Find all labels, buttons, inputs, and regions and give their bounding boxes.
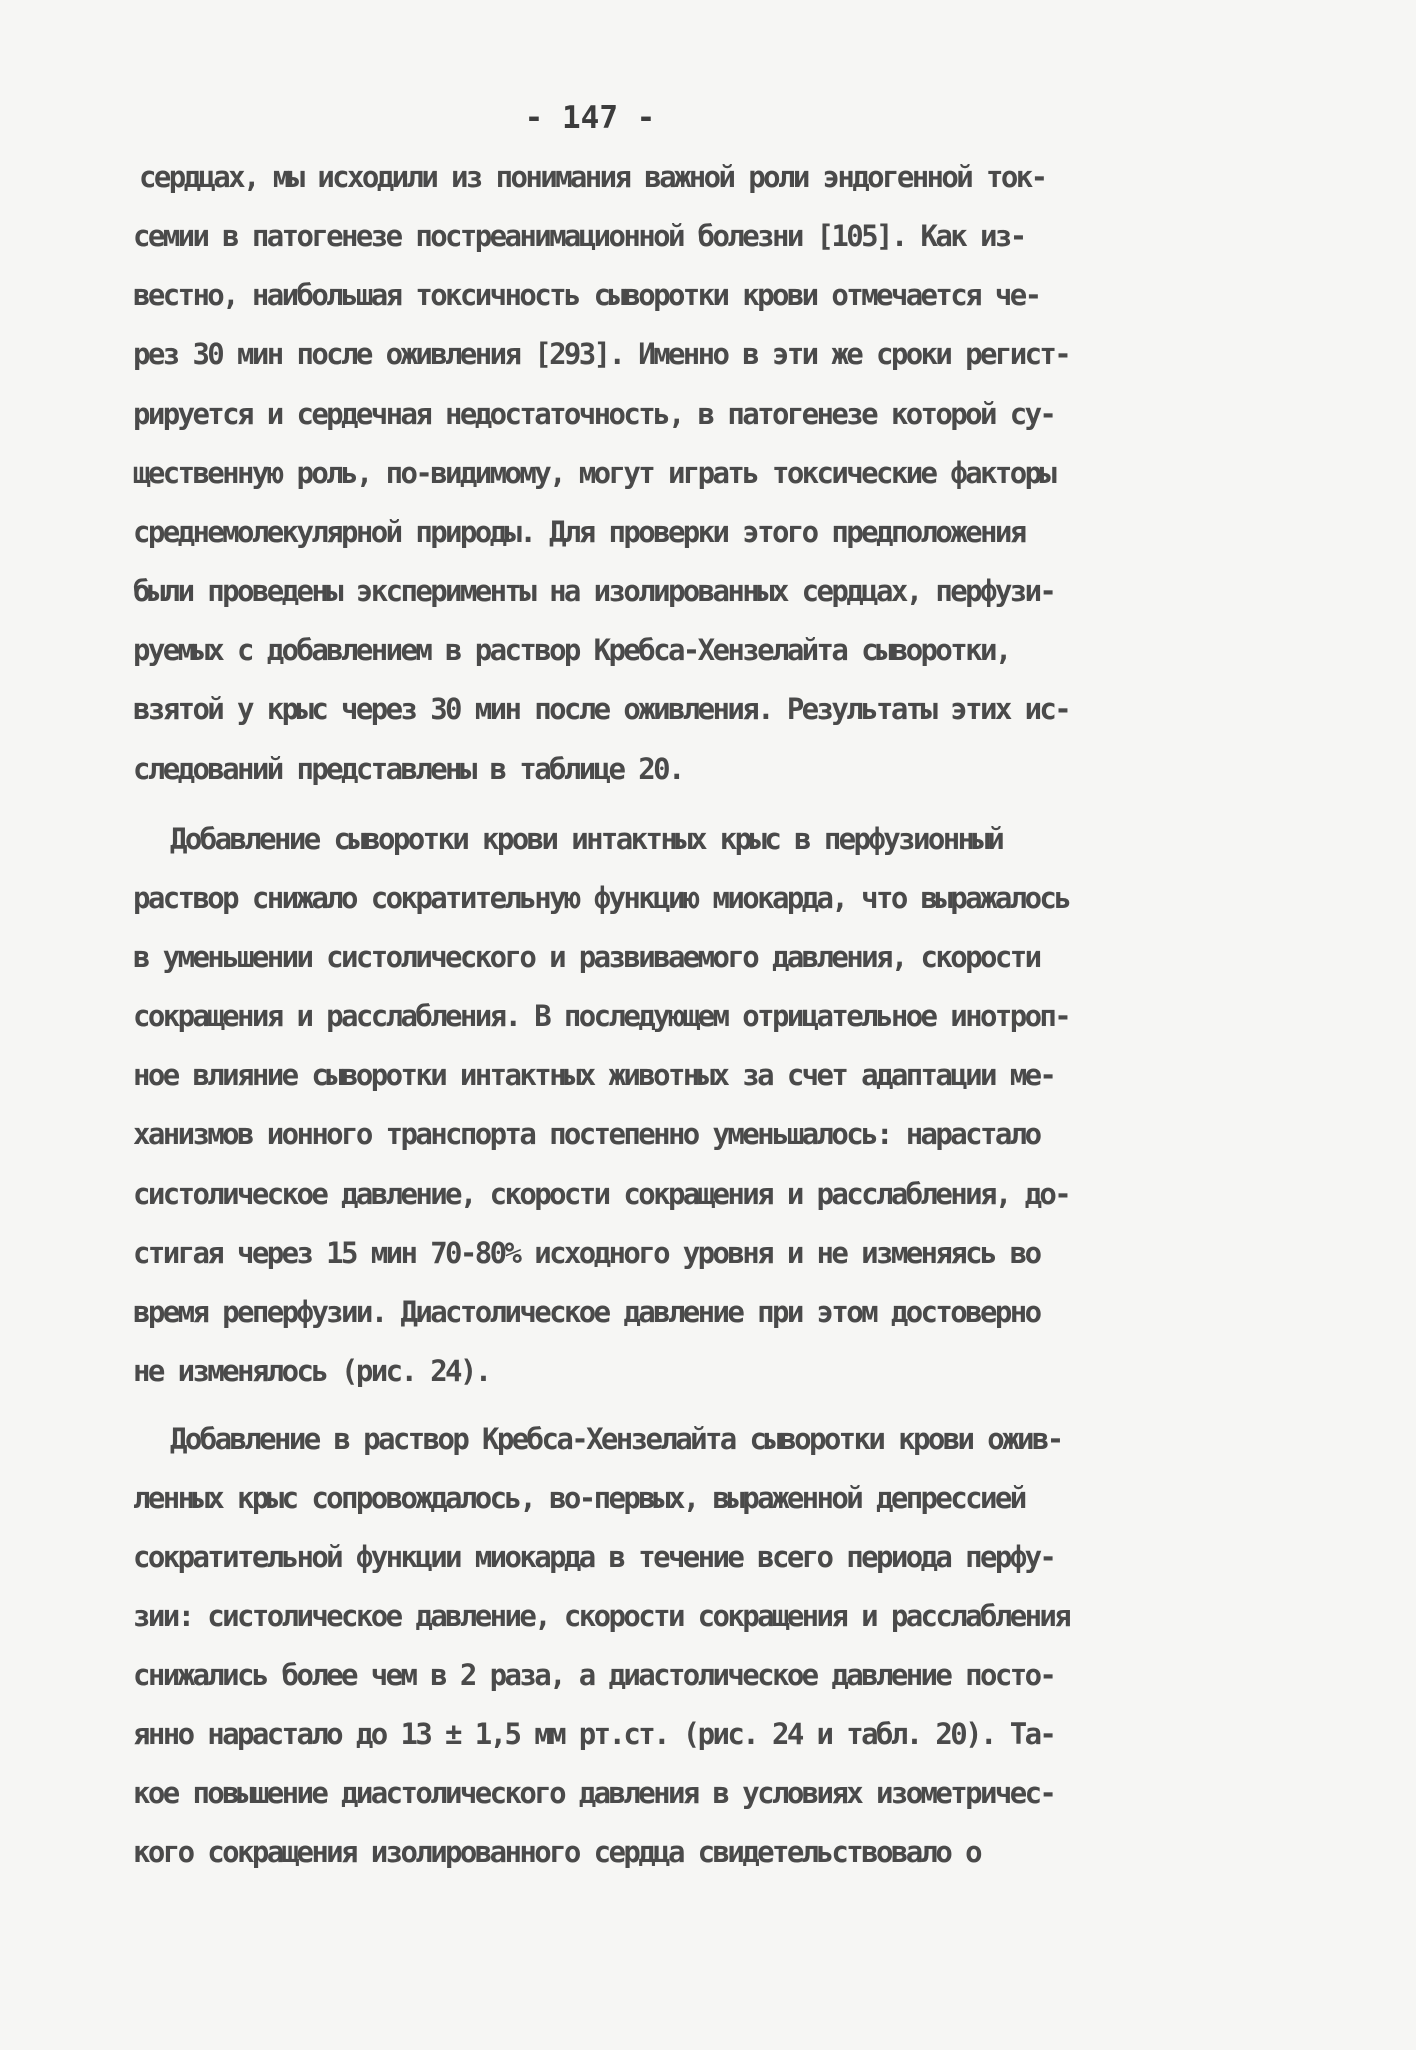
text-line: снижались более чем в 2 раза, а диастолическое давление посто-: [133, 1658, 1055, 1692]
text-line: в уменьшении систолического и развиваемого давления, скорости: [133, 940, 1040, 974]
text-line: руемых с добавлением в раствор Кребса-Хензелайта сыворотки,: [133, 633, 1010, 667]
text-line: среднемолекулярной природы. Для проверки этого предположения: [133, 515, 1025, 549]
text-line: ханизмов ионного транспорта постепенно уменьшалось: нарастало: [133, 1117, 1040, 1151]
page-number: - 147 -: [524, 100, 656, 136]
text-line: янно нарастало до 13 ± 1,5 мм рт.ст. (рис. 24 и табл. 20). Та-: [133, 1717, 1055, 1751]
text-line: раствор снижало сократительную функцию миокарда, что выражалось: [133, 881, 1070, 915]
text-line: систолическое давление, скорости сокращения и расслабления, до-: [133, 1177, 1070, 1211]
text-line: семии в патогенезе постреанимационной болезни [105]. Как из-: [133, 219, 1025, 253]
text-line: вестно, наибольшая токсичность сыворотки крови отмечается че-: [133, 278, 1040, 312]
text-line: следований представлены в таблице 20.: [133, 752, 683, 786]
text-line: кого сокращения изолированного сердца свидетельствовало о: [133, 1835, 980, 1869]
text-line: зии: систолическое давление, скорости сокращения и расслабления: [133, 1599, 1070, 1633]
text-line: ленных крыс сопровождалось, во-первых, выраженной депрессией: [133, 1481, 1025, 1515]
text-line: взятой у крыс через 30 мин после оживления. Результаты этих ис-: [133, 692, 1070, 726]
text-line: сокращения и расслабления. В последующем отрицательное инотроп-: [133, 999, 1070, 1033]
text-line: Добавление сыворотки крови интактных крыс в перфузионный: [170, 822, 1003, 856]
text-line: были проведены эксперименты на изолированных сердцах, перфузи-: [133, 574, 1055, 608]
text-line: кое повышение диастолического давления в условиях изометричес-: [133, 1776, 1055, 1810]
text-line: сердцах, мы исходили из понимания важной роли эндогенной ток-: [139, 160, 1046, 194]
text-line: не изменялось (рис. 24).: [133, 1354, 490, 1388]
text-line: Добавление в раствор Кребса-Хензелайта сыворотки крови ожив-: [170, 1422, 1062, 1456]
text-line: рез 30 мин после оживления [293]. Именно в эти же сроки регист-: [133, 337, 1070, 371]
text-line: сократительной функции миокарда в течение всего периода перфу-: [133, 1540, 1055, 1574]
text-line: щественную роль, по-видимому, могут играть токсические факторы: [133, 456, 1055, 490]
text-line: стигая через 15 мин 70-80% исходного уровня и не изменяясь во: [133, 1236, 1040, 1270]
text-line: ное влияние сыворотки интактных животных за счет адаптации ме-: [133, 1058, 1055, 1092]
text-line: рируется и сердечная недостаточность, в патогенезе которой су-: [133, 397, 1055, 431]
text-line: время реперфузии. Диастолическое давление при этом достоверно: [133, 1295, 1040, 1329]
